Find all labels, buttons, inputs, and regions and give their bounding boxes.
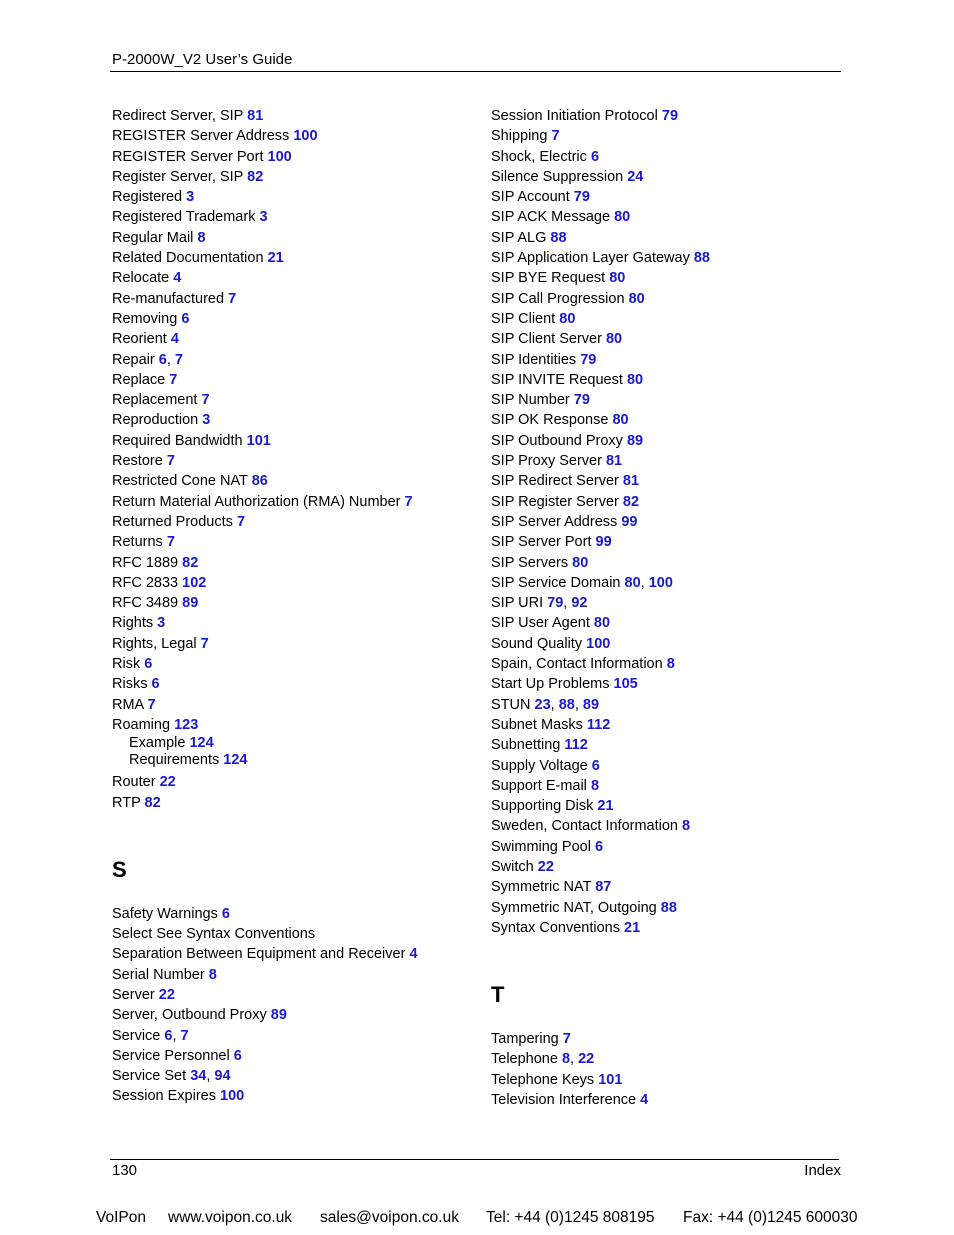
index-entry <box>491 857 710 877</box>
index-term: Server <box>112 986 155 1003</box>
page-reference-link[interactable]: 7 <box>166 534 175 551</box>
index-entry <box>112 126 418 146</box>
index-entry <box>112 695 418 715</box>
index-term: Service Personnel <box>112 1047 230 1064</box>
index-entry: Service Set 34, 94 <box>112 1068 231 1085</box>
index-entry <box>491 390 710 410</box>
page-reference-link[interactable]: 6 <box>158 351 167 368</box>
page-reference-link[interactable]: 7 <box>180 1027 189 1044</box>
page-reference-link[interactable]: 7 <box>228 290 237 307</box>
page-reference-link[interactable]: 7 <box>200 635 209 652</box>
index-term: Restore <box>112 453 163 470</box>
page-reference-link[interactable]: 7 <box>174 351 183 368</box>
index-term: SIP Client Server <box>491 331 602 348</box>
index-entry: Service 6, 7 <box>112 1027 189 1044</box>
page-reference-link[interactable]: 7 <box>147 696 156 713</box>
index-term: Required Bandwidth <box>112 432 243 449</box>
index-entry <box>112 613 418 633</box>
page-reference-link[interactable]: 80 <box>624 574 641 591</box>
index-entry: Telephone 8, 22 <box>491 1051 595 1068</box>
page-reference-link[interactable]: 79 <box>661 108 679 124</box>
index-term: Roaming <box>112 716 171 733</box>
index-entry <box>491 613 710 633</box>
page-reference-link[interactable]: 22 <box>158 986 175 1003</box>
footer-rule <box>110 1159 839 1160</box>
page-reference-link[interactable]: 8 <box>590 777 600 794</box>
index-term: RFC 1889 <box>112 554 179 571</box>
index-term: Symmetric NAT <box>491 879 592 896</box>
index-term: Telephone <box>491 1051 558 1068</box>
footer-website-link[interactable]: www.voipon.co.uk <box>168 1209 293 1226</box>
index-entry <box>491 674 710 694</box>
index-subentry <box>112 752 418 769</box>
index-term: Returned Products <box>112 513 233 530</box>
page-reference-link[interactable]: 6 <box>591 757 600 774</box>
page-reference-link[interactable]: 81 <box>622 473 640 490</box>
index-entry <box>112 1046 418 1066</box>
page-reference-link[interactable]: 3 <box>186 189 195 206</box>
page-reference-link[interactable]: 124 <box>223 752 248 769</box>
index-entry <box>112 268 418 288</box>
page-reference-link[interactable]: 94 <box>214 1068 231 1085</box>
index-entry <box>112 248 418 268</box>
page-reference-link[interactable]: 101 <box>598 1071 623 1088</box>
page-reference-link[interactable]: 6 <box>594 838 604 855</box>
page-reference-link[interactable]: 8 <box>208 966 217 983</box>
index-entry <box>112 1005 418 1025</box>
page-reference-link[interactable]: 7 <box>236 513 246 530</box>
page-reference-link[interactable]: 7 <box>562 1031 571 1048</box>
page-reference-link[interactable]: 4 <box>409 946 418 963</box>
index-term: Server, Outbound Proxy <box>112 1007 267 1024</box>
index-term: SIP ALG <box>491 229 547 246</box>
index-term: Removing <box>112 310 178 327</box>
page-reference-link[interactable]: 6 <box>221 905 230 922</box>
page-reference-link[interactable]: 80 <box>609 270 626 287</box>
index-section-letter: S <box>112 856 127 882</box>
index-entry <box>112 492 418 512</box>
index-term: Returns <box>112 534 163 551</box>
index-term: Registered Trademark <box>112 209 256 226</box>
index-entry <box>112 772 418 792</box>
page-reference-link[interactable]: 79 <box>573 189 590 206</box>
page-reference-link[interactable]: 99 <box>595 534 612 551</box>
index-term: Tampering <box>491 1031 559 1048</box>
index-term: Reorient <box>112 331 167 348</box>
page-reference-link[interactable]: 89 <box>182 595 199 612</box>
index-entry <box>112 924 418 944</box>
index-term: Registered <box>112 189 183 206</box>
page-reference-link[interactable]: 88 <box>550 229 567 246</box>
index-term: SIP Client <box>491 310 556 327</box>
index-entry <box>491 756 710 776</box>
index-term: SIP Number <box>491 392 570 409</box>
index-entry <box>491 431 710 451</box>
index-term: SIP Application Layer Gateway <box>491 250 690 267</box>
index-term: Service Set <box>112 1068 187 1085</box>
index-term: Example <box>129 735 186 752</box>
page-reference-link[interactable]: 124 <box>189 735 214 752</box>
index-entry <box>491 228 710 248</box>
page-reference-link[interactable]: 79 <box>580 351 597 368</box>
header-rule <box>110 71 841 72</box>
index-term: RFC 3489 <box>112 595 179 612</box>
index-term: Safety Warnings <box>112 905 218 922</box>
index-term: SIP Proxy Server <box>491 453 602 470</box>
page-reference-link[interactable]: 80 <box>628 290 645 307</box>
page-reference-link[interactable]: 4 <box>173 270 182 287</box>
index-term: Television Interference <box>491 1092 637 1109</box>
index-term: RTP <box>112 794 141 811</box>
page-reference-link[interactable]: 6 <box>590 148 600 165</box>
index-entry <box>112 512 418 532</box>
page-reference-link[interactable]: 6 <box>233 1047 242 1064</box>
index-term: Relocate <box>112 270 170 287</box>
index-entry <box>491 532 710 552</box>
index-term: RFC 2833 <box>112 574 179 591</box>
page-reference-link[interactable]: 102 <box>182 574 207 591</box>
index-entry <box>112 532 418 552</box>
index-entry <box>112 715 418 735</box>
index-term: SIP ACK Message <box>491 209 611 226</box>
index-entry <box>491 289 710 309</box>
index-subentry <box>112 735 418 752</box>
index-entry <box>491 268 710 288</box>
page-reference-link[interactable]: 6 <box>144 656 153 673</box>
index-term: Risks <box>112 676 148 693</box>
index-term: Rights, Legal <box>112 635 197 652</box>
index-term: Sound Quality <box>491 635 583 652</box>
page-reference-link[interactable]: 22 <box>578 1051 595 1068</box>
page-reference-link[interactable]: 34 <box>190 1068 207 1085</box>
index-entry <box>112 390 418 410</box>
index-term: Symmetric NAT, Outgoing <box>491 899 657 916</box>
page-reference-link[interactable]: 21 <box>267 250 284 267</box>
index-entry <box>112 965 418 985</box>
index-entry <box>112 431 418 451</box>
index-entry <box>491 654 710 674</box>
page-reference-link[interactable]: 80 <box>614 209 631 226</box>
index-entry <box>491 898 710 918</box>
page-reference-link[interactable]: 86 <box>251 473 268 490</box>
index-term: SIP INVITE Request <box>491 371 623 388</box>
index-entry <box>491 816 710 836</box>
index-term: REGISTER Server Address <box>112 128 290 145</box>
index-entry <box>491 309 710 329</box>
page-reference-link[interactable]: 82 <box>144 794 161 811</box>
page-reference-link[interactable]: 82 <box>182 554 199 571</box>
index-term: Serial Number <box>112 966 205 983</box>
index-term: Replacement <box>112 392 198 409</box>
page-reference-link[interactable]: 7 <box>404 493 413 510</box>
index-term: Shipping <box>491 128 548 145</box>
index-term: SIP Servers <box>491 554 569 571</box>
index-term: Requirements <box>129 752 220 769</box>
index-term: SIP Identities <box>491 351 577 368</box>
page-reference-link[interactable]: 82 <box>622 493 640 510</box>
index-entry <box>491 512 710 532</box>
page-reference-link[interactable]: 8 <box>666 656 675 673</box>
index-term: SIP User Agent <box>491 615 590 632</box>
page-reference-link[interactable]: 8 <box>197 229 206 246</box>
page-reference-link[interactable]: 7 <box>166 453 175 470</box>
page-reference-link[interactable]: 21 <box>597 798 614 815</box>
index-term: Rights <box>112 615 154 632</box>
index-entry <box>112 553 418 573</box>
index-entry <box>112 370 418 390</box>
index-term: Supporting Disk <box>491 798 594 815</box>
index-term: STUN <box>491 696 531 713</box>
index-entry <box>491 492 710 512</box>
index-entry <box>491 147 710 167</box>
index-entry <box>491 248 710 268</box>
page-reference-link[interactable]: 4 <box>170 331 179 348</box>
page-reference-link[interactable]: 80 <box>559 310 576 327</box>
index-entry <box>491 837 710 857</box>
index-term: Service <box>112 1027 161 1044</box>
index-entry <box>491 1090 710 1110</box>
index-entry <box>112 207 418 227</box>
footer-section-name: Index <box>804 1162 841 1179</box>
index-term: Replace <box>112 371 166 388</box>
page-reference-link[interactable]: 6 <box>151 676 160 693</box>
page-reference-link[interactable]: 81 <box>247 108 264 124</box>
page-reference-link[interactable]: 24 <box>627 168 644 185</box>
index-entry <box>491 471 710 491</box>
index-entry <box>491 715 710 735</box>
page-reference-link[interactable]: 3 <box>259 209 268 226</box>
page-reference-link[interactable]: 112 <box>586 716 611 733</box>
page-reference-link[interactable]: 100 <box>586 635 611 652</box>
index-entry <box>491 329 710 349</box>
index-term: Spain, Contact Information <box>491 656 663 673</box>
page-reference-link[interactable]: 100 <box>267 148 292 165</box>
index-term: Sweden, Contact Information <box>491 818 678 835</box>
index-entry <box>112 471 418 491</box>
index-column-right <box>491 106 710 1110</box>
index-entry <box>491 776 710 796</box>
index-entry <box>491 126 710 146</box>
page-reference-link[interactable]: 100 <box>648 574 673 591</box>
page-reference-link[interactable]: 100 <box>293 128 318 145</box>
index-term: SIP Server Address <box>491 513 618 530</box>
index-entry <box>491 207 710 227</box>
page-reference-link[interactable]: 6 <box>164 1027 173 1044</box>
index-term: SIP Account <box>491 189 570 206</box>
index-term: Select See Syntax Conventions <box>112 926 316 943</box>
index-term: SIP Call Progression <box>491 290 625 307</box>
page-reference-link[interactable]: 82 <box>247 168 264 185</box>
index-term: Separation Between Equipment and Receiver <box>112 946 406 963</box>
index-term: SIP Outbound Proxy <box>491 432 623 449</box>
page-reference-link[interactable]: 100 <box>220 1088 245 1105</box>
page-reference-link[interactable]: 105 <box>613 676 638 693</box>
index-entry: STUN 23, 88, 89 <box>491 696 600 713</box>
page-reference-link[interactable]: 87 <box>595 879 612 896</box>
page-reference-link[interactable]: 7 <box>169 371 178 388</box>
page-reference-link[interactable]: 81 <box>605 453 623 470</box>
page-reference-link[interactable]: 80 <box>626 371 644 388</box>
page-reference-link[interactable]: 99 <box>621 513 638 530</box>
index-entry <box>112 904 418 924</box>
index-entry <box>112 329 418 349</box>
page-reference-link[interactable]: 8 <box>682 818 691 835</box>
index-entry <box>112 106 418 126</box>
index-term: SIP Service Domain <box>491 574 621 591</box>
index-entry <box>491 634 710 654</box>
page-reference-link[interactable]: 92 <box>571 595 588 612</box>
index-entry <box>491 877 710 897</box>
page-reference-link[interactable]: 88 <box>558 696 575 713</box>
index-term: Support E-mail <box>491 777 587 794</box>
index-term: Router <box>112 774 156 791</box>
index-term: SIP Redirect Server <box>491 473 619 490</box>
index-term: RMA <box>112 696 144 713</box>
page-reference-link[interactable]: 112 <box>564 737 588 754</box>
index-term: Register Server, SIP <box>112 168 244 185</box>
page-reference-link[interactable]: 88 <box>660 899 677 916</box>
page-reference-link[interactable]: 101 <box>246 432 271 449</box>
page-reference-link[interactable]: 123 <box>174 716 199 733</box>
page-reference-link[interactable]: 22 <box>159 774 176 791</box>
page-reference-link[interactable]: 23 <box>534 696 551 713</box>
index-entry <box>112 573 418 593</box>
index-term: Related Documentation <box>112 250 264 267</box>
document-header-title: P-2000W_V2 User’s Guide <box>112 51 293 68</box>
page-reference-link[interactable]: 6 <box>181 310 190 327</box>
index-entry <box>112 674 418 694</box>
index-term: Subnetting <box>491 737 561 754</box>
index-entry <box>491 1029 710 1049</box>
index-term: Start Up Problems <box>491 676 610 693</box>
index-term: Repair <box>112 351 155 368</box>
page-reference-link[interactable]: 89 <box>270 1007 287 1024</box>
index-term: Restricted Cone NAT <box>112 473 248 490</box>
index-term: Subnet Masks <box>491 716 583 733</box>
index-entry: Repair 6, 7 <box>112 351 183 368</box>
index-term: Swimming Pool <box>491 838 591 855</box>
page-reference-link[interactable]: 8 <box>561 1051 571 1068</box>
index-entry <box>112 634 418 654</box>
page-reference-link[interactable]: 88 <box>693 250 710 267</box>
index-term: Supply Voltage <box>491 757 588 774</box>
footer-company: VoIPon <box>96 1209 146 1226</box>
index-term: Risk <box>112 656 141 673</box>
index-entry <box>112 944 418 964</box>
page-reference-link[interactable]: 21 <box>624 919 641 936</box>
index-entry <box>491 918 710 938</box>
index-entry <box>112 309 418 329</box>
index-entry: SIP Service Domain 80, 100 <box>491 574 673 591</box>
index-entry <box>112 451 418 471</box>
index-entry <box>491 410 710 430</box>
index-term: Re-manufactured <box>112 290 225 307</box>
index-entry <box>491 735 710 755</box>
page-reference-link[interactable]: 80 <box>593 615 611 632</box>
page-reference-link[interactable]: 89 <box>582 696 600 713</box>
index-entry <box>112 167 418 187</box>
footer-fax: Fax: +44 (0)1245 600030 <box>683 1209 858 1226</box>
index-term: Session Initiation Protocol <box>491 108 658 124</box>
index-term: Silence Suppression <box>491 168 624 185</box>
index-entry <box>491 350 710 370</box>
index-entry: SIP URI 79, 92 <box>491 595 588 612</box>
index-term: Regular Mail <box>112 229 194 246</box>
page-reference-link[interactable]: 22 <box>537 858 554 875</box>
index-entry <box>491 370 710 390</box>
index-entry <box>112 410 418 430</box>
index-column-left <box>112 106 418 1107</box>
index-term: SIP URI <box>491 595 544 612</box>
index-term: Redirect Server, SIP <box>112 108 244 124</box>
page-reference-link[interactable]: 3 <box>157 615 166 632</box>
page-reference-link[interactable]: 80 <box>572 554 589 571</box>
footer-telephone: Tel: +44 (0)1245 808195 <box>486 1209 655 1226</box>
page-reference-link[interactable]: 3 <box>202 412 211 429</box>
index-entry <box>491 1070 710 1090</box>
index-term: SIP Register Server <box>491 493 619 510</box>
index-term: SIP BYE Request <box>491 270 606 287</box>
index-entry <box>491 553 710 573</box>
page-reference-link[interactable]: 79 <box>547 595 564 612</box>
index-term: SIP Server Port <box>491 534 592 551</box>
index-entry <box>112 289 418 309</box>
index-term: Syntax Conventions <box>491 919 620 936</box>
index-entry <box>491 167 710 187</box>
index-entry <box>112 654 418 674</box>
page-reference-link[interactable]: 7 <box>201 392 210 409</box>
footer-email-link[interactable]: sales@voipon.co.uk <box>320 1209 459 1226</box>
index-term: Reproduction <box>112 412 199 429</box>
index-term: Shock, Electric <box>491 148 587 165</box>
index-entry <box>491 106 710 126</box>
index-term: SIP OK Response <box>491 412 609 429</box>
page-reference-link[interactable]: 79 <box>573 392 590 409</box>
index-entry <box>112 147 418 167</box>
index-term: REGISTER Server Port <box>112 148 264 165</box>
index-entry <box>491 451 710 471</box>
index-entry <box>112 593 418 613</box>
index-entry <box>491 187 710 207</box>
index-entry <box>112 793 418 813</box>
index-entry <box>112 187 418 207</box>
index-term: Telephone Keys <box>491 1071 595 1088</box>
index-entry <box>112 985 418 1005</box>
page-number: 130 <box>112 1162 138 1179</box>
index-term: Return Material Authorization (RMA) Number <box>112 493 401 510</box>
page-reference-link[interactable]: 89 <box>626 432 644 449</box>
index-term: Switch <box>491 858 534 875</box>
index-entry <box>491 796 710 816</box>
page-reference-link[interactable]: 80 <box>612 412 629 429</box>
index-section-letter: T <box>491 982 505 1008</box>
index-entry <box>112 1086 418 1106</box>
page-reference-link[interactable]: 4 <box>640 1092 649 1109</box>
page-reference-link[interactable]: 7 <box>551 128 560 145</box>
page-reference-link[interactable]: 80 <box>605 331 623 348</box>
index-entry <box>112 228 418 248</box>
index-term: Session Expires <box>112 1088 216 1105</box>
